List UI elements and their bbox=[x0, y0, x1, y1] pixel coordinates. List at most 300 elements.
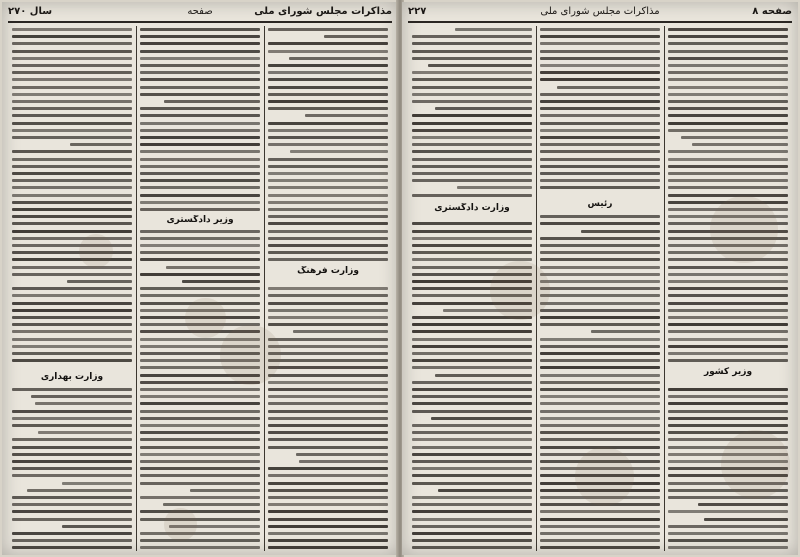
text-line bbox=[140, 251, 260, 254]
text-line bbox=[668, 496, 788, 499]
text-line bbox=[12, 323, 132, 326]
text-line bbox=[140, 287, 260, 290]
text-line bbox=[12, 518, 132, 521]
text-line bbox=[12, 352, 132, 355]
text-line bbox=[412, 518, 532, 521]
text-line bbox=[140, 431, 260, 434]
text-line bbox=[140, 237, 260, 240]
left-page-header bbox=[8, 5, 392, 23]
text-line bbox=[668, 50, 788, 53]
text-line bbox=[540, 388, 660, 391]
text-line bbox=[540, 532, 660, 535]
text-line bbox=[268, 158, 388, 161]
text-line bbox=[268, 438, 388, 441]
text-line bbox=[12, 539, 132, 542]
text-line bbox=[668, 100, 788, 103]
text-line bbox=[412, 431, 532, 434]
text-line bbox=[163, 503, 260, 506]
text-line bbox=[668, 78, 788, 81]
text-line bbox=[12, 302, 132, 305]
text-line bbox=[268, 482, 388, 485]
text-line bbox=[692, 143, 788, 146]
text-line bbox=[268, 186, 388, 189]
text-line bbox=[12, 388, 132, 391]
text-line bbox=[668, 287, 788, 290]
paper-stain bbox=[185, 298, 226, 339]
column-headline: وزارت فرهنگ bbox=[297, 266, 359, 276]
text-line bbox=[540, 122, 660, 125]
text-line bbox=[540, 237, 660, 240]
text-line bbox=[412, 460, 532, 463]
text-line bbox=[140, 446, 260, 449]
text-line bbox=[12, 186, 132, 189]
text-line bbox=[412, 525, 532, 528]
text-line bbox=[140, 496, 260, 499]
text-line bbox=[668, 510, 788, 513]
text-line bbox=[140, 294, 260, 297]
text-line bbox=[140, 532, 260, 535]
text-line bbox=[268, 525, 388, 528]
text-line bbox=[268, 496, 388, 499]
text-line bbox=[268, 388, 388, 391]
text-line bbox=[268, 302, 388, 305]
text-line bbox=[12, 330, 132, 333]
text-line bbox=[268, 532, 388, 535]
text-line bbox=[412, 237, 532, 240]
text-line bbox=[268, 230, 388, 233]
text-line bbox=[412, 359, 532, 362]
text-line bbox=[268, 201, 388, 204]
text-line bbox=[668, 64, 788, 67]
text-line bbox=[12, 172, 132, 175]
text-line bbox=[12, 215, 132, 218]
text-line bbox=[12, 309, 132, 312]
text-line bbox=[12, 86, 132, 89]
text-line bbox=[412, 251, 532, 254]
text-line bbox=[412, 496, 532, 499]
text-line bbox=[540, 136, 660, 139]
text-line bbox=[140, 244, 260, 247]
text-line bbox=[166, 266, 260, 269]
text-line bbox=[668, 532, 788, 535]
text-line bbox=[140, 71, 260, 74]
text-line bbox=[668, 330, 788, 333]
right-header-page-number: ۲۲۷ bbox=[408, 6, 427, 17]
text-line bbox=[12, 230, 132, 233]
text-line bbox=[35, 402, 132, 405]
text-line bbox=[268, 122, 388, 125]
text-line bbox=[140, 410, 260, 413]
text-line bbox=[540, 402, 660, 405]
text-line bbox=[412, 122, 532, 125]
text-line bbox=[412, 100, 532, 103]
text-line bbox=[140, 150, 260, 153]
text-line bbox=[412, 352, 532, 355]
text-line bbox=[268, 50, 388, 53]
text-line bbox=[412, 532, 532, 535]
left-page-columns bbox=[8, 26, 392, 551]
text-line bbox=[412, 129, 532, 132]
text-line bbox=[591, 330, 660, 333]
text-line bbox=[140, 546, 260, 549]
text-line bbox=[668, 402, 788, 405]
text-line bbox=[140, 122, 260, 125]
text-line bbox=[268, 338, 388, 341]
text-line bbox=[540, 71, 660, 74]
text-line bbox=[668, 107, 788, 110]
text-line bbox=[412, 474, 532, 477]
text-line bbox=[412, 78, 532, 81]
text-line bbox=[140, 186, 260, 189]
text-line bbox=[540, 395, 660, 398]
right-header-title: مذاکرات مجلس شورای ملی bbox=[540, 6, 660, 17]
text-line bbox=[268, 194, 388, 197]
text-line bbox=[668, 165, 788, 168]
text-line bbox=[412, 71, 532, 74]
text-line bbox=[668, 338, 788, 341]
text-line bbox=[12, 107, 132, 110]
text-line bbox=[668, 302, 788, 305]
text-line bbox=[540, 50, 660, 53]
text-line bbox=[140, 86, 260, 89]
text-line bbox=[12, 287, 132, 290]
paper-stain bbox=[710, 196, 777, 263]
text-line bbox=[140, 136, 260, 139]
text-line bbox=[12, 503, 132, 506]
text-line bbox=[412, 222, 532, 225]
text-line bbox=[12, 158, 132, 161]
text-line bbox=[140, 460, 260, 463]
text-line bbox=[140, 510, 260, 513]
text-line bbox=[140, 424, 260, 427]
text-line bbox=[140, 50, 260, 53]
text-line bbox=[412, 136, 532, 139]
text-column bbox=[266, 26, 390, 551]
text-line bbox=[668, 323, 788, 326]
text-line bbox=[12, 78, 132, 81]
text-line bbox=[268, 474, 388, 477]
text-line bbox=[12, 410, 132, 413]
text-line bbox=[12, 460, 132, 463]
text-line bbox=[12, 467, 132, 470]
text-line bbox=[668, 57, 788, 60]
text-line bbox=[540, 215, 660, 218]
text-line bbox=[27, 489, 132, 492]
text-line bbox=[412, 503, 532, 506]
text-line bbox=[540, 410, 660, 413]
text-line bbox=[412, 143, 532, 146]
text-line bbox=[289, 57, 388, 60]
text-line bbox=[540, 323, 660, 326]
text-line bbox=[668, 352, 788, 355]
text-line bbox=[540, 172, 660, 175]
text-line bbox=[268, 417, 388, 420]
text-line bbox=[668, 158, 788, 161]
text-line bbox=[668, 539, 788, 542]
paper-stain bbox=[164, 508, 197, 541]
text-line bbox=[268, 381, 388, 384]
text-line bbox=[268, 93, 388, 96]
text-line bbox=[668, 86, 788, 89]
text-line bbox=[268, 431, 388, 434]
text-line bbox=[12, 532, 132, 535]
text-line bbox=[12, 201, 132, 204]
text-line bbox=[12, 28, 132, 31]
text-line bbox=[12, 417, 132, 420]
text-line bbox=[12, 35, 132, 38]
text-line bbox=[268, 28, 388, 31]
text-line bbox=[540, 266, 660, 269]
column-headline: وزیر کشور bbox=[703, 367, 753, 377]
text-line bbox=[412, 165, 532, 168]
text-line bbox=[12, 165, 132, 168]
text-line bbox=[412, 230, 532, 233]
text-line bbox=[140, 64, 260, 67]
text-line bbox=[540, 309, 660, 312]
text-line bbox=[540, 244, 660, 247]
text-line bbox=[668, 42, 788, 45]
text-line bbox=[140, 482, 260, 485]
text-line bbox=[140, 258, 260, 261]
text-line bbox=[540, 316, 660, 319]
text-line bbox=[12, 222, 132, 225]
text-line bbox=[540, 280, 660, 283]
text-line bbox=[268, 424, 388, 427]
right-header-page-label: صفحه ۸ bbox=[752, 6, 792, 17]
text-line bbox=[290, 150, 388, 153]
text-line bbox=[412, 57, 532, 60]
text-line bbox=[12, 194, 132, 197]
text-line bbox=[12, 71, 132, 74]
text-line bbox=[268, 78, 388, 81]
text-line bbox=[668, 114, 788, 117]
text-line bbox=[268, 539, 388, 542]
text-line bbox=[540, 251, 660, 254]
text-line bbox=[140, 539, 260, 542]
text-line bbox=[412, 114, 532, 117]
text-line bbox=[140, 172, 260, 175]
text-line bbox=[540, 417, 660, 420]
text-line bbox=[12, 496, 132, 499]
text-line bbox=[412, 388, 532, 391]
text-line bbox=[140, 467, 260, 470]
column-rule bbox=[136, 26, 137, 551]
text-line bbox=[581, 230, 660, 233]
text-line bbox=[268, 518, 388, 521]
text-line bbox=[681, 136, 788, 139]
text-line bbox=[540, 424, 660, 427]
text-line bbox=[668, 359, 788, 362]
text-line bbox=[140, 179, 260, 182]
text-line bbox=[67, 280, 132, 283]
text-line bbox=[190, 489, 260, 492]
text-line bbox=[140, 201, 260, 204]
text-line bbox=[296, 453, 388, 456]
text-line bbox=[540, 100, 660, 103]
text-line bbox=[299, 460, 388, 463]
text-line bbox=[182, 280, 260, 283]
text-line bbox=[12, 546, 132, 549]
text-line bbox=[540, 287, 660, 290]
text-line bbox=[412, 453, 532, 456]
text-line bbox=[540, 431, 660, 434]
text-line bbox=[268, 352, 388, 355]
text-line bbox=[268, 71, 388, 74]
text-line bbox=[540, 186, 660, 189]
text-line bbox=[12, 345, 132, 348]
text-line bbox=[668, 273, 788, 276]
text-line bbox=[540, 78, 660, 81]
text-line bbox=[412, 510, 532, 513]
text-line bbox=[668, 424, 788, 427]
text-line bbox=[435, 374, 532, 377]
text-line bbox=[540, 258, 660, 261]
column-headline: وزیر دادگستری bbox=[166, 215, 234, 225]
text-line bbox=[412, 93, 532, 96]
text-line bbox=[412, 194, 532, 197]
text-line bbox=[412, 244, 532, 247]
text-line bbox=[268, 208, 388, 211]
text-line bbox=[540, 93, 660, 96]
text-line bbox=[668, 410, 788, 413]
text-line bbox=[704, 518, 788, 521]
text-line bbox=[140, 107, 260, 110]
text-line bbox=[12, 258, 132, 261]
text-line bbox=[540, 35, 660, 38]
text-line bbox=[268, 294, 388, 297]
text-line bbox=[668, 122, 788, 125]
right-page bbox=[402, 2, 798, 555]
text-line bbox=[668, 388, 788, 391]
text-line bbox=[540, 129, 660, 132]
text-line bbox=[140, 273, 260, 276]
text-line bbox=[12, 424, 132, 427]
text-line bbox=[668, 345, 788, 348]
text-line bbox=[12, 294, 132, 297]
text-line bbox=[293, 330, 388, 333]
text-line bbox=[12, 446, 132, 449]
text-line bbox=[268, 258, 388, 261]
text-line bbox=[668, 179, 788, 182]
left-header-title: مذاکرات مجلس شورای ملی bbox=[254, 6, 392, 17]
text-line bbox=[455, 28, 532, 31]
text-line bbox=[268, 86, 388, 89]
text-line bbox=[268, 251, 388, 254]
text-line bbox=[412, 381, 532, 384]
text-line bbox=[140, 230, 260, 233]
text-line bbox=[540, 525, 660, 528]
text-line bbox=[268, 503, 388, 506]
text-line bbox=[12, 64, 132, 67]
text-line bbox=[412, 446, 532, 449]
text-line bbox=[412, 402, 532, 405]
text-line bbox=[668, 546, 788, 549]
text-line bbox=[268, 107, 388, 110]
text-line bbox=[668, 525, 788, 528]
text-line bbox=[540, 438, 660, 441]
text-line bbox=[268, 237, 388, 240]
text-line bbox=[38, 431, 132, 434]
text-line bbox=[268, 143, 388, 146]
text-line bbox=[140, 395, 260, 398]
text-line bbox=[140, 35, 260, 38]
text-line bbox=[268, 136, 388, 139]
text-line bbox=[268, 446, 388, 449]
text-line bbox=[540, 42, 660, 45]
column-rule bbox=[664, 26, 665, 551]
text-line bbox=[12, 251, 132, 254]
text-line bbox=[412, 323, 532, 326]
text-line bbox=[412, 179, 532, 182]
text-line bbox=[540, 28, 660, 31]
text-line bbox=[140, 402, 260, 405]
text-line bbox=[12, 208, 132, 211]
text-line bbox=[268, 42, 388, 45]
text-line bbox=[12, 273, 132, 276]
text-line bbox=[412, 338, 532, 341]
text-line bbox=[12, 438, 132, 441]
text-line bbox=[268, 467, 388, 470]
text-line bbox=[668, 266, 788, 269]
text-line bbox=[668, 71, 788, 74]
text-line bbox=[412, 150, 532, 153]
text-line bbox=[268, 345, 388, 348]
text-line bbox=[140, 453, 260, 456]
text-line bbox=[140, 78, 260, 81]
text-line bbox=[140, 438, 260, 441]
text-line bbox=[412, 86, 532, 89]
text-line bbox=[268, 410, 388, 413]
text-line bbox=[668, 186, 788, 189]
text-line bbox=[268, 222, 388, 225]
text-line bbox=[268, 366, 388, 369]
text-line bbox=[668, 150, 788, 153]
text-line bbox=[412, 410, 532, 413]
text-line bbox=[668, 28, 788, 31]
text-line bbox=[268, 172, 388, 175]
text-line bbox=[540, 345, 660, 348]
text-line bbox=[12, 122, 132, 125]
text-line bbox=[164, 100, 260, 103]
paper-stain bbox=[490, 261, 549, 320]
text-line bbox=[140, 42, 260, 45]
text-line bbox=[12, 136, 132, 139]
text-line bbox=[540, 539, 660, 542]
text-line bbox=[12, 474, 132, 477]
text-line bbox=[140, 417, 260, 420]
text-line bbox=[412, 438, 532, 441]
text-line bbox=[140, 194, 260, 197]
text-line bbox=[70, 143, 132, 146]
paper-stain bbox=[575, 447, 634, 506]
text-line bbox=[540, 381, 660, 384]
text-line bbox=[268, 309, 388, 312]
text-line bbox=[435, 107, 532, 110]
text-line bbox=[668, 294, 788, 297]
text-line bbox=[140, 518, 260, 521]
text-line bbox=[12, 266, 132, 269]
text-line bbox=[412, 366, 532, 369]
left-header-page-number: سال ۲۷۰ bbox=[8, 6, 53, 17]
text-line bbox=[12, 510, 132, 513]
text-line bbox=[12, 316, 132, 319]
text-line bbox=[668, 316, 788, 319]
text-line bbox=[668, 194, 788, 197]
text-line bbox=[12, 42, 132, 45]
text-line bbox=[668, 309, 788, 312]
text-line bbox=[557, 86, 660, 89]
text-line bbox=[540, 143, 660, 146]
